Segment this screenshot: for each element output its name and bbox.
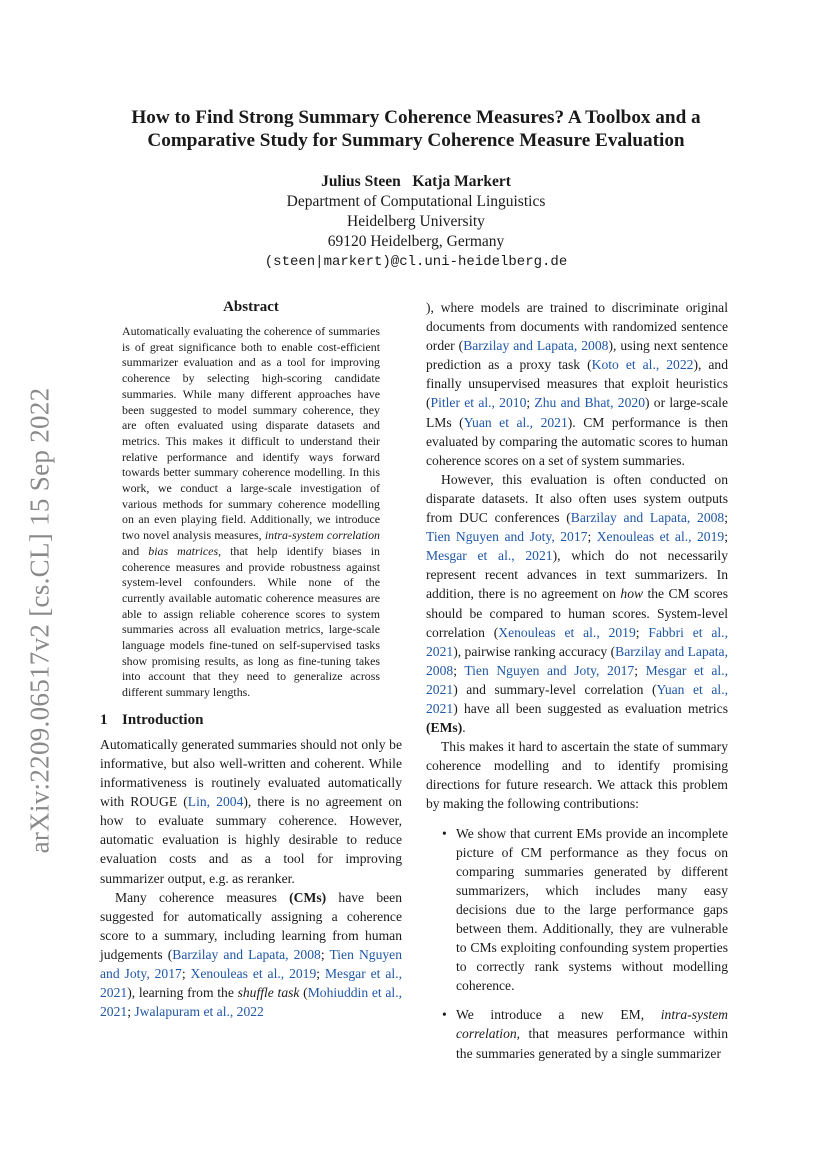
citation[interactable]: Jwalapuram et al., 2022 <box>134 1004 264 1020</box>
affiliation-university: Heidelberg University <box>347 213 485 230</box>
list-item: • We show that current EMs provide an incomplete picture of CM performance as they focus on comparing summaries generated by different summarizers, which includes many easy decisions due to the large performance gaps between them. Additionally, they are vulnerable to CMs exploiting confounding system properties to correctly rank systems without modelling coherence. <box>426 824 728 996</box>
citation[interactable]: Lin, 2004 <box>187 794 244 810</box>
citation[interactable]: Pitler et al., 2010 <box>430 395 527 411</box>
contributions-list <box>426 824 728 1063</box>
citation[interactable]: Koto et al., 2022 <box>591 357 694 373</box>
intro-paragraph-4: This makes it hard to ascertain the state of summary coherence modelling and to identify promising directions for future research. We attack this problem by making the following contributions: <box>426 739 728 812</box>
citation[interactable]: Xenouleas et al., 2019 <box>498 624 636 640</box>
citation[interactable]: Mesgar et al., 2021 <box>426 662 729 697</box>
title-block <box>100 106 732 272</box>
left-column <box>100 298 402 1021</box>
citation[interactable]: Yuan et al., 2021 <box>426 681 729 716</box>
affiliation-city: 69120 Heidelberg, Germany <box>327 233 505 250</box>
list-item: • We introduce a new EM, intra-system correlation, that measures performance within the summaries generated by a single summarizer <box>426 1005 728 1062</box>
citation[interactable]: Xenouleas et al., 2019 <box>190 966 317 981</box>
citation[interactable]: Barzilay and Lapata, 2008 <box>463 338 609 354</box>
intro-paragraph-2: Many coherence measures (CMs) have been suggested for automatically assigning a coherence score to a summary, including learning from human judgements (Barzilay and Lapata, 2008; Tien Nguyen and Joty, 2017; Xenouleas et al., 2019; Mesgar et al., 2021), learning from the shuffle task (Mohiuddin et al., 2021; Jwalapuram et al., 2022 <box>100 889 402 1020</box>
affiliation-dept: Department of Computational Linguistics <box>286 193 546 210</box>
citation[interactable]: Yuan et al., 2021 <box>463 414 568 430</box>
citation[interactable]: Mesgar et al., 2021 <box>100 966 402 1001</box>
citation[interactable]: Tien Nguyen and Joty, 2017 <box>464 662 635 678</box>
intro-paragraph-2-continued: ), where models are trained to discriminate original documents from documents with randomized sentence order (Barzilay and Lapata, 2008), using next sentence prediction as a proxy task (Koto et al., 2022), and finally unsupervised measures that exploit heuristics (Pitler et al., 2010; Zhu and Bhat, 2020) or large-scale LMs (Yuan et al., 2021). CM performance is then evaluated by comparing the automatic scores to human coherence scores on a set of system summaries. <box>426 300 729 468</box>
authors: Julius Steen Katja Markert <box>321 173 511 190</box>
abstract-text: Automatically evaluating the coherence of summaries is of great significance both to enable cost-efficient summarizer evaluation and as a tool for improving coherence by selecting high-scoring candidate summaries. While many different approaches have been suggested to model summary coherence, they are often evaluated using disparate datasets and metrics. This makes it difficult to understand their relative performance and identify ways forward towards better summary coherence modelling. In this work, we conduct a large-scale investigation of various methods for summary coherence modelling on an even playing field. Additionally, we introduce two novel analysis measures, intra-system correlation and bias matrices, that help identify biases in coherence measures and provide robustness against system-level confounders. While none of the currently available automatic coherence measures are able to assign reliable coherence scores to system summaries across all evaluation metrics, large-scale language models fine-tuned on self-supervised tasks show promising results, as long as fine-tuning takes into account that they need to generalize across different summary lengths. <box>122 324 380 700</box>
citation[interactable]: Barzilay and Lapata, 2008 <box>172 946 321 962</box>
intro-paragraph-3: However, this evaluation is often conducted on disparate datasets. It also often uses system outputs from DUC conferences (Barzilay and Lapata, 2008; Tien Nguyen and Joty, 2017; Xenouleas et al., 2019; Mesgar et al., 2021), which do not necessarily represent recent advances in text summarizers. In addition, there is no agreement on how the CM scores should be compared to human scores. System-level correlation (Xenouleas et al., 2019; Fabbri et al., 2021), pairwise ranking accuracy (Barzilay and Lapata, 2008; Tien Nguyen and Joty, 2017; Mesgar et al., 2021) and summary-level correlation (Yuan et al., 2021) have all been suggested as evaluation metrics (EMs). <box>426 471 729 736</box>
citation[interactable]: Fabbri et al., 2021 <box>426 624 728 659</box>
section-heading-introduction: 1 Introduction <box>100 711 204 728</box>
citation[interactable]: Mohiuddin et al., 2021 <box>100 985 402 1020</box>
citation[interactable]: Tien Nguyen and Joty, 2017 <box>426 529 588 545</box>
citation[interactable]: Mesgar et al., 2021 <box>426 548 553 564</box>
citation[interactable]: Tien Nguyen and Joty, 2017 <box>100 946 402 981</box>
citation[interactable]: Barzilay and Lapata, 2008 <box>570 510 725 526</box>
right-column <box>426 298 728 1073</box>
paper-title: How to Find Strong Summary Coherence Measures? A Toolbox and a Comparative Study for Summary Coherence Measure Evaluation <box>131 107 701 151</box>
citation[interactable]: Barzilay and Lapata, 2008 <box>426 643 728 678</box>
citation[interactable]: Zhu and Bhat, 2020 <box>534 395 645 411</box>
arxiv-identifier: arXiv:2209.06517v2 [cs.CL] 15 Sep 2022 <box>24 387 55 853</box>
intro-paragraph-1: Automatically generated summaries should not only be informative, but also well-written and coherent. While informativeness is routinely evaluated automatically with ROUGE (Lin, 2004), there is no agreement on how to evaluate summary coherence. However, automatic evaluation is highly desirable to reduce evaluation costs and as a tool for improving summarizer output, e.g. as reranker. <box>100 736 402 886</box>
author-email: (steen|markert)@cl.uni-heidelberg.de <box>264 254 568 270</box>
abstract-heading: Abstract <box>223 299 279 315</box>
citation[interactable]: Xenouleas et al., 2019 <box>596 529 725 545</box>
